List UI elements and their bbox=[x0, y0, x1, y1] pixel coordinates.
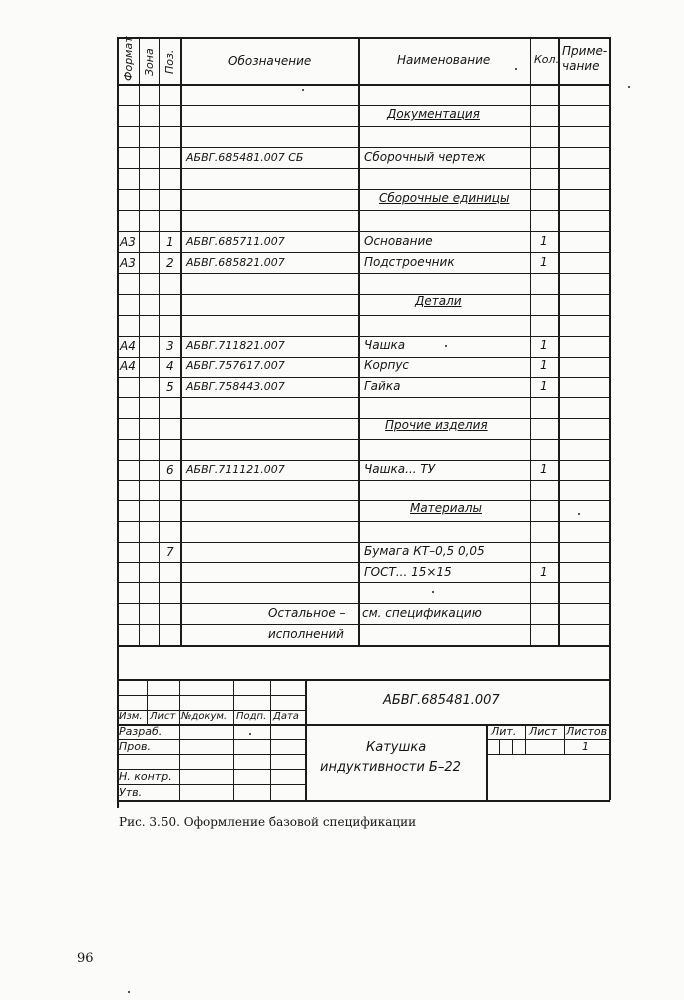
sheet-label: Лист bbox=[529, 725, 557, 738]
row-name: Корпус bbox=[364, 358, 410, 372]
row-format: А3 bbox=[120, 235, 136, 249]
row-quantity: 1 bbox=[540, 338, 548, 352]
header-designation: Обозначение bbox=[228, 54, 312, 68]
row-position: 5 bbox=[166, 380, 174, 394]
row-designation: АБВГ.685821.007 bbox=[186, 256, 285, 269]
figure-caption: Рис. 3.50. Оформление базовой спецификации bbox=[119, 815, 417, 829]
col-doc-number: №докум. bbox=[181, 711, 228, 722]
row-designation: Остальное – bbox=[268, 606, 346, 620]
document-title-line2: индуктивности Б–22 bbox=[320, 760, 461, 775]
row-position: 1 bbox=[166, 235, 174, 249]
row-quantity: 1 bbox=[540, 255, 548, 269]
row-name: Бумага КТ–0,5 0,05 bbox=[364, 544, 485, 558]
header-format: Формат bbox=[122, 36, 135, 81]
section-title-materials: Материалы bbox=[410, 501, 482, 515]
row-designation: АБВГ.711821.007 bbox=[186, 339, 285, 352]
section-title-other-items: Прочие изделия bbox=[385, 418, 488, 432]
row-quantity: 1 bbox=[540, 358, 548, 372]
header-note-line1: Приме- bbox=[562, 44, 608, 58]
row-position: 3 bbox=[166, 339, 174, 353]
row-name: Гайка bbox=[364, 379, 401, 393]
sheets-label: Листов bbox=[566, 725, 608, 738]
document-title-line1: Катушка bbox=[366, 740, 427, 755]
page-number: 96 bbox=[77, 951, 94, 966]
col-signature: Подп. bbox=[236, 711, 267, 722]
row-format: А4 bbox=[120, 359, 136, 373]
row-quantity: 1 bbox=[540, 234, 548, 248]
header-zone: Зона bbox=[143, 48, 156, 76]
header-position: Поз. bbox=[163, 49, 176, 74]
row-position: 4 bbox=[166, 359, 174, 373]
header-quantity: Кол. bbox=[534, 53, 560, 66]
row-quantity: 1 bbox=[540, 462, 548, 476]
row-designation: исполнений bbox=[268, 627, 344, 641]
role-checker: Пров. bbox=[119, 740, 151, 753]
section-title-parts: Детали bbox=[415, 294, 462, 308]
role-approver: Утв. bbox=[119, 786, 143, 799]
row-designation: АБВГ.685711.007 bbox=[186, 235, 285, 248]
row-name: см. спецификацию bbox=[362, 606, 482, 620]
col-sheet: Лист bbox=[150, 711, 176, 722]
row-name: Основание bbox=[364, 234, 433, 248]
row-name: Подстроечник bbox=[364, 255, 455, 269]
section-title-assemblies: Сборочные единицы bbox=[379, 191, 510, 205]
row-position: 6 bbox=[166, 463, 174, 477]
row-designation: АБВГ.685481.007 СБ bbox=[186, 151, 304, 164]
row-format: А3 bbox=[120, 256, 136, 270]
row-quantity: 1 bbox=[540, 379, 548, 393]
row-name: Сборочный чертеж bbox=[364, 150, 486, 164]
row-name: ГОСТ... 15×15 bbox=[364, 565, 452, 579]
row-designation: АБВГ.758443.007 bbox=[186, 380, 285, 393]
role-norm-control: Н. контр. bbox=[119, 770, 172, 783]
lit-label: Лит. bbox=[491, 725, 517, 738]
row-name: Чашка... ТУ bbox=[364, 462, 436, 476]
header-note-line2: чание bbox=[562, 59, 600, 73]
row-position: 2 bbox=[166, 256, 174, 270]
header-name: Наименование bbox=[397, 53, 491, 67]
row-designation: АБВГ.757617.007 bbox=[186, 359, 285, 372]
col-change: Изм. bbox=[119, 711, 143, 722]
section-title-documentation: Документация bbox=[387, 107, 480, 121]
row-quantity: 1 bbox=[540, 565, 548, 579]
role-developer: Разраб. bbox=[119, 725, 163, 738]
row-format: А4 bbox=[120, 339, 136, 353]
sheets-value: 1 bbox=[582, 740, 589, 753]
document-code: АБВГ.685481.007 bbox=[383, 693, 500, 708]
row-designation: АБВГ.711121.007 bbox=[186, 463, 285, 476]
row-position: 7 bbox=[166, 545, 174, 559]
col-date: Дата bbox=[273, 711, 299, 722]
row-name: Чашка bbox=[364, 338, 406, 352]
